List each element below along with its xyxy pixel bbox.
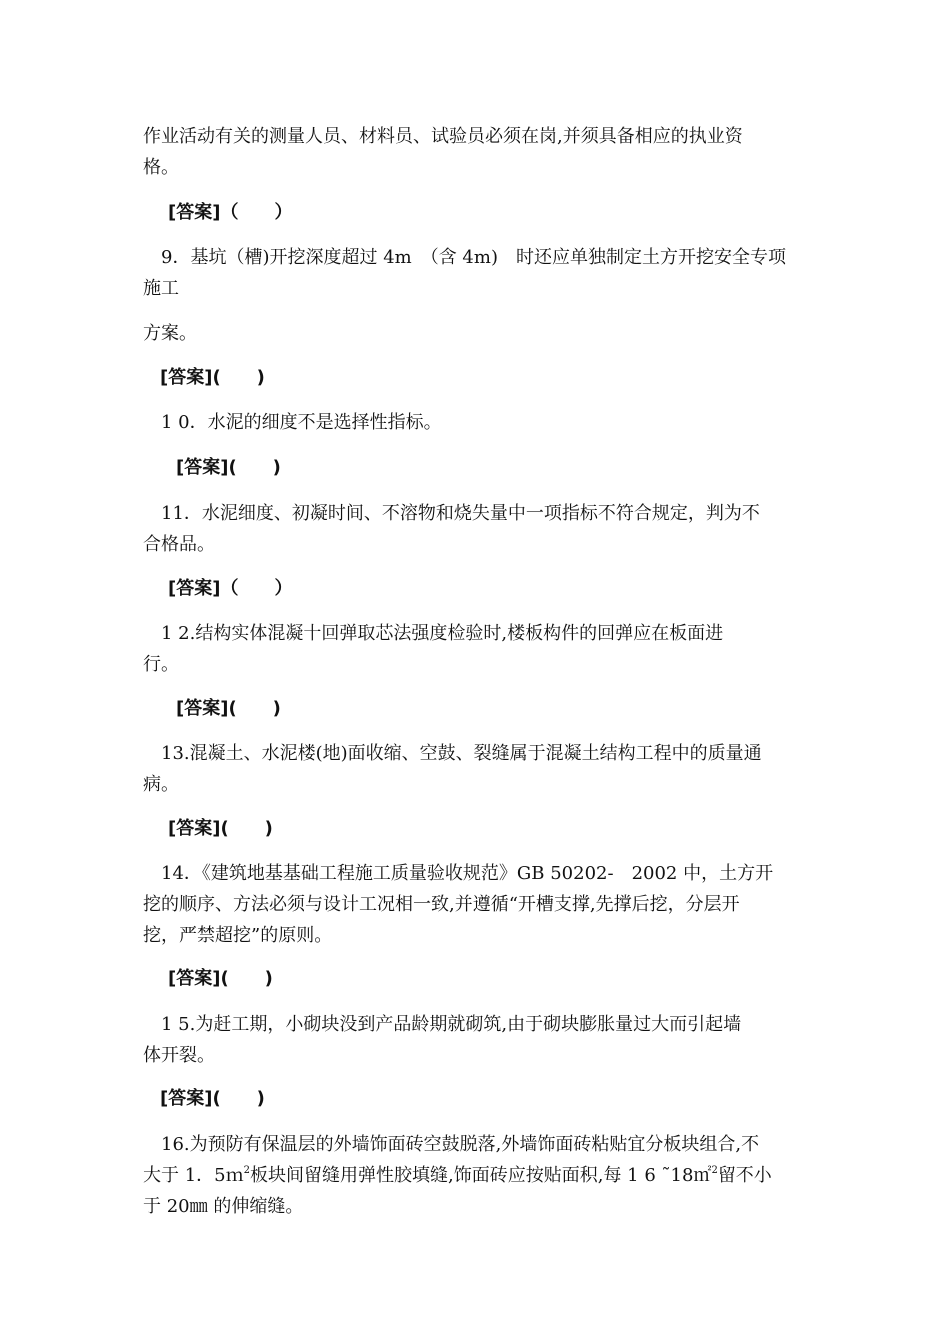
answer-11: [答案]（ ）: [168, 578, 293, 599]
superscript-b: 2: [711, 1165, 718, 1176]
question-11-line-1: 11．水泥细度、初凝时间、不溶物和烧失量中一项指标不符合规定，判为不: [143, 503, 760, 524]
question-12-line-1: 1 2.结构实体混凝十回弹取芯法强度检验时,楼板构件的回弹应在板面进: [143, 623, 724, 644]
question-11-line-2: 合格品。: [143, 534, 215, 555]
superscript-a: 2: [243, 1165, 251, 1176]
answer-9: [答案]( ): [160, 367, 265, 388]
answer-14: [答案]( ): [168, 968, 273, 989]
answer-10: [答案]( ): [176, 457, 281, 478]
question-14-line-2: 挖的顺序、方法必须与设计工况相一致,并遵循“开槽支撑,先撑后挖，分层开: [143, 894, 740, 915]
question-14-line-3: 挖，严禁超挖”的原则。: [143, 925, 333, 946]
answer-12: [答案]( ): [176, 698, 281, 719]
question-15-line-1: 1 5.为赶工期，小砌块没到产品龄期就砌筑,由于砌块膨胀量过大而引起墙: [143, 1014, 742, 1035]
question-16-text-a: 大于 1．5ｍ: [143, 1165, 244, 1186]
question-16-line-2: [143, 1160, 813, 1192]
question-14-line-1: 14．《建筑地基基础工程施工质量验收规范》GB 50202- 2002 中，土方开: [143, 863, 774, 884]
question-13-line-1: 13.混凝土、水泥楼(地)面收缩、空鼓、裂缝属于混凝土结构工程中的质量通: [143, 743, 762, 764]
question-8-line-2: 格。: [143, 157, 179, 178]
question-9-line-1: 9．基坑（槽)开挖深度超过 4m （含 4m) 时还应单独制定土方开挖安全专项: [143, 247, 786, 268]
question-13-line-2: 病。: [143, 774, 179, 795]
question-9-line-2: 施工: [143, 278, 179, 299]
answer-8: [答案]（ ）: [168, 202, 293, 223]
question-12-line-2: 行。: [143, 654, 179, 675]
question-10-line-1: 1 0．水泥的细度不是选择性指标。: [143, 412, 442, 433]
question-16-line-3: 于 20㎜ 的伸缩缝。: [143, 1196, 304, 1217]
answer-13: [答案]( ): [168, 818, 273, 839]
question-9-line-3: 方案。: [143, 323, 197, 344]
question-16-text-c: 留不小: [717, 1165, 772, 1186]
question-15-line-2: 体开裂。: [143, 1045, 215, 1066]
question-8-line-1: 作业活动有关的测量人员、材料员、试验员必须在岗,并须具备相应的执业资: [143, 126, 743, 147]
answer-15: [答案]( ): [160, 1088, 265, 1109]
question-16-line-1: 16.为预防有保温层的外墙饰面砖空鼓脱落,外墙饰面砖粘贴宜分板块组合,不: [143, 1134, 760, 1155]
question-16-text-b: 板块间留缝用弹性胶填缝,饰面砖应按贴面积,每 1 6 ˜18㎡: [250, 1165, 712, 1186]
